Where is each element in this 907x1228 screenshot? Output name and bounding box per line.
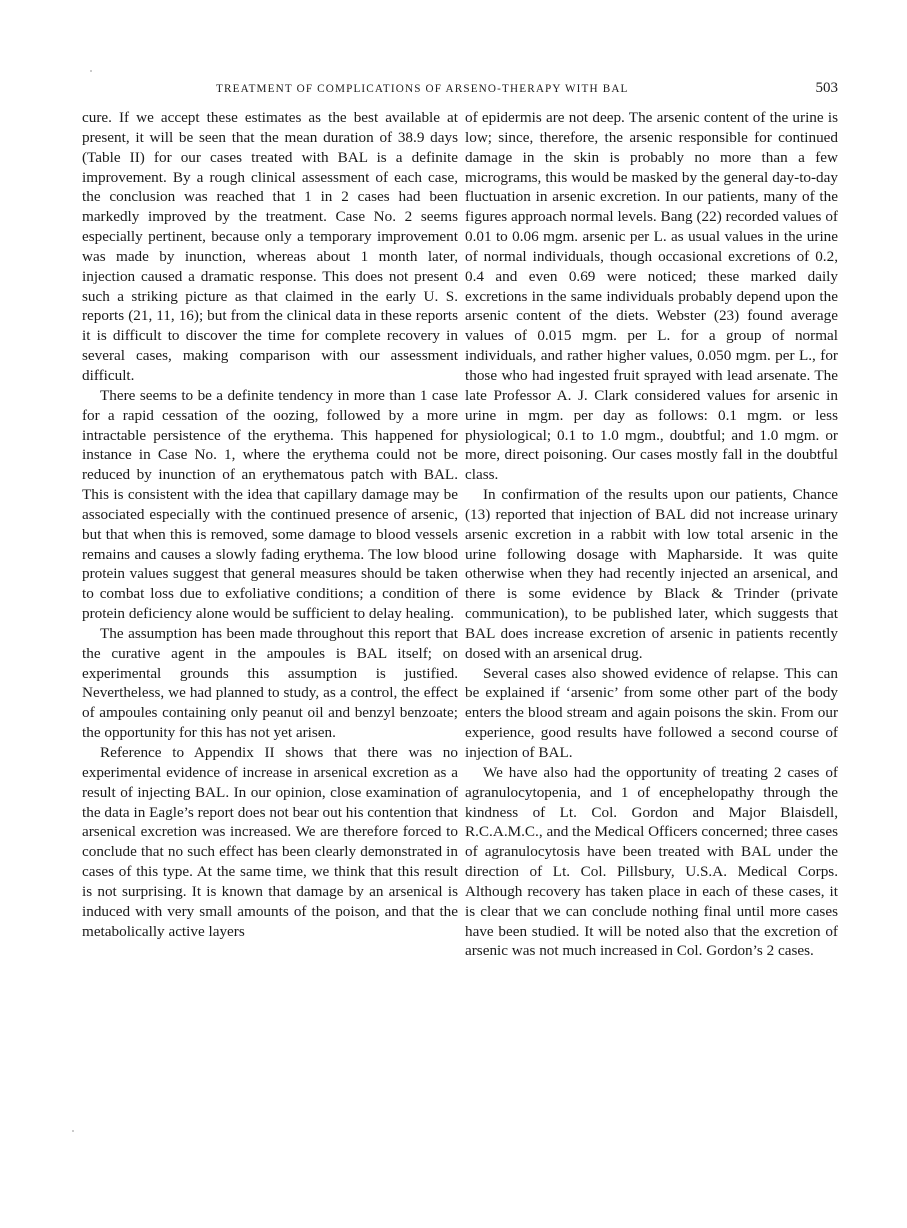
page-number: 503 — [815, 80, 838, 96]
scan-speck — [90, 70, 92, 72]
paragraph: Several cases also showed evidence of relapse. This can be explained if ‘arsenic’ from some other part of the body enters the blood stream and again poisons the skin. From our experience, good results have followed a second course of injection of BAL. — [465, 664, 838, 761]
left-column — [82, 108, 458, 941]
running-title: TREATMENT OF COMPLICATIONS OF ARSENO-THERAPY WITH BAL — [216, 83, 629, 95]
right-column — [465, 108, 838, 961]
paragraph: In confirmation of the results upon our patients, Chance (13) reported that injection of BAL did not increase urinary arsenic excretion in a rabbit with low total arsenic in the urine following dosage with Mapharside. It was quite otherwise when they had recently injected an arsenical, and there is some evidence by Black & Trinder (private communication), to be published later, which suggests that BAL does increase excretion of arsenic in patients recently dosed with an arsenical drug. — [465, 486, 838, 662]
scan-speck — [72, 1130, 74, 1132]
paragraph: of epidermis are not deep. The arsenic content of the urine is low; since, therefore, the arsenic responsible for continued damage in the skin is probably no more than a few micrograms, this would be masked by the general day-to-day fluctuation in arsenic excretion. In our patients, many of the figures approach normal levels. Bang (22) recorded values of 0.01 to 0.06 mgm. arsenic per L. as usual values in the urine of normal individuals, though occasional excretions of 0.2, 0.4 and even 0.69 were noticed; these marked daily excretions in the same individuals probably depend upon the arsenic content of the diets. Webster (23) found average values of 0.015 mgm. per L. for a group of normal individuals, and rather higher values, 0.050 mgm. per L., for those who had ingested fruit sprayed with lead arsenate. The late Professor A. J. Clark considered values for arsenic in urine in mgm. per day as follows: 0.1 mgm. or less physiological; 0.1 to 1.0 mgm., doubtful; and 1.0 mgm. or more, direct poisoning. Our cases mostly fall in the doubtful class. — [465, 109, 838, 484]
paragraph: The assumption has been made throughout this report that the curative agent in the ampoules is BAL itself; on experimental grounds this assumption is justified. Nevertheless, we had planned to study, as a control, the effect of ampoules containing only peanut oil and benzyl benzoate; the opportunity for this has not yet arisen. — [82, 624, 458, 742]
running-header — [82, 80, 838, 100]
paragraph: There seems to be a definite tendency in more than 1 case for a rapid cessation of the oozing, followed by a more intractable persistence of the erythema. This happened for instance in Case No. 1, where the erythema could not be reduced by inunction of an erythematous patch with BAL. This is consistent with the idea that capillary damage may be associated especially with the continued presence of arsenic, but that when this is removed, some damage to blood vessels remains and causes a slowly fading erythema. The low blood protein values suggest that general measures should be taken to combat loss due to exfoliative conditions; a condition of protein deficiency alone would be sufficient to delay healing. — [82, 386, 458, 623]
paragraph: Reference to Appendix II shows that there was no experimental evidence of increase in arsenical excretion as a result of injecting BAL. In our opinion, close examination of the data in Eagle’s report does not bear out his contention that arsenical excretion was increased. We are therefore forced to conclude that no such effect has been clearly demonstrated in cases of this type. At the same time, we think that this result is not surprising. It is known that damage by an arsenical is induced with very small amounts of the poison, and that the metabolically active layers — [82, 744, 458, 940]
paragraph: cure. If we accept these estimates as the best available at present, it will be seen that the mean duration of 38.9 days (Table II) for our cases treated with BAL is a definite improvement. By a rough clinical assessment of each case, the conclusion was reached that 1 in 2 cases had been markedly improved by the treatment. Case No. 2 seems especially pertinent, because only a temporary improvement was made by inunction, whereas about 1 month later, injection caused a dramatic response. This does not present such a striking picture as that claimed in the early U. S. reports (21, 11, 16); but from the clinical data in these reports it is difficult to discover the time for complete recovery in several cases, making comparison with our assessment difficult. — [82, 109, 458, 384]
paragraph: We have also had the opportunity of treating 2 cases of agranulocytopenia, and 1 of encephelopathy through the kindness of Lt. Col. Gordon and Major Blaisdell, R.C.A.M.C., and the Medical Officers concerned; three cases of agranulocytosis have been treated with BAL under the direction of Lt. Col. Pillsbury, U.S.A. Medical Corps. Although recovery has taken place in each of these cases, it is clear that we can conclude nothing final until more cases have been studied. It will be noted also that the excretion of arsenic was not much increased in Col. Gordon’s 2 cases. — [465, 763, 838, 960]
